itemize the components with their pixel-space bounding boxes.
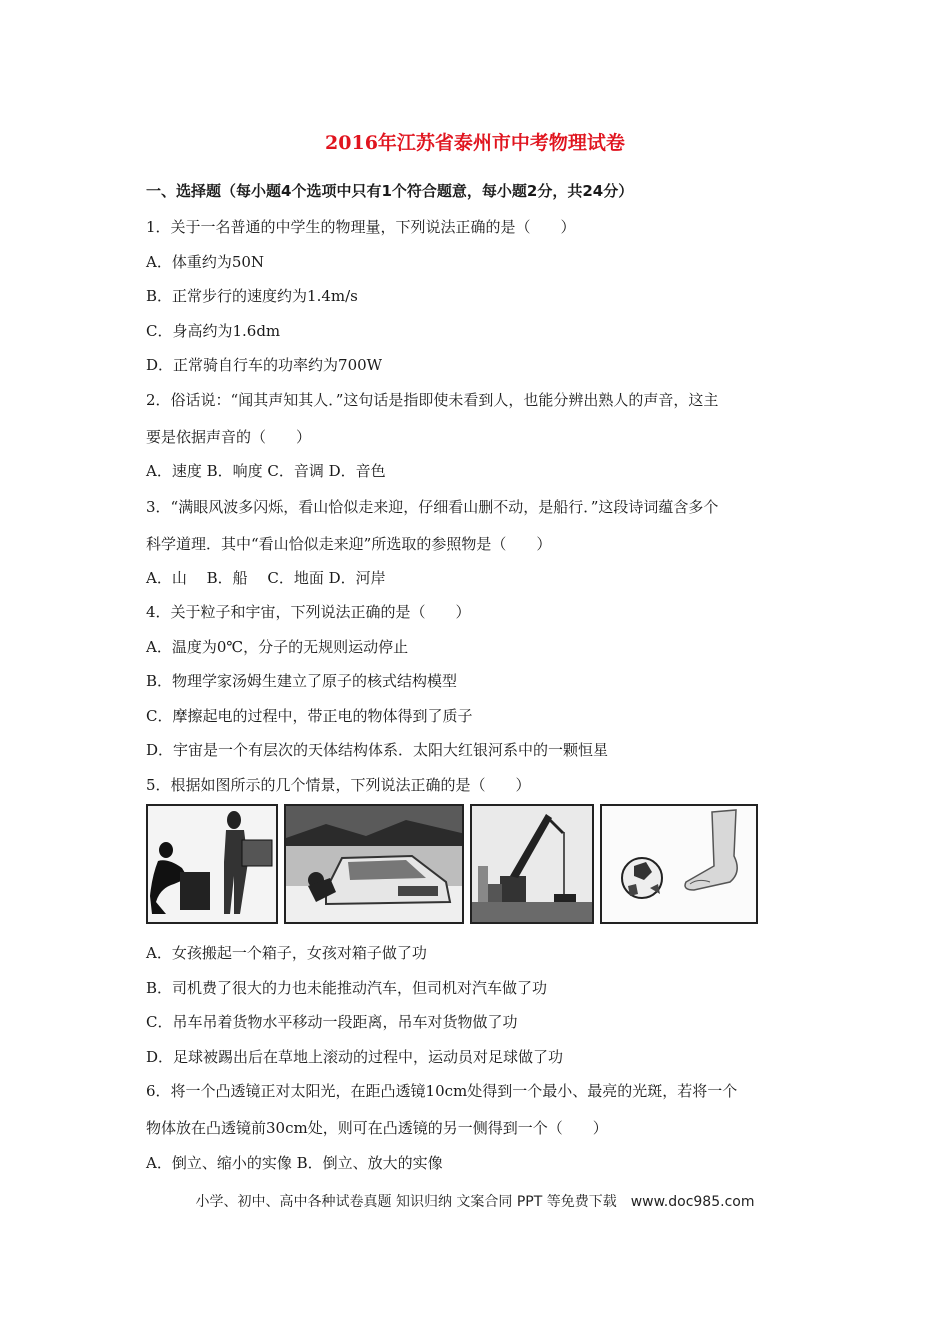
option-4c: C．摩擦起电的过程中，带正电的物体得到了质子 (146, 707, 473, 725)
option-1b: B．正常步行的速度约为1.4m/s (146, 287, 358, 305)
option-1c: C．身高约为1.6dm (146, 322, 281, 340)
option-1d: D．正常骑自行车的功率约为700W (146, 356, 383, 374)
question-2-line-2: 要是依据声音的（ ） (146, 428, 312, 446)
question-3-line-2: 科学道理．其中“看山恰似走来迎”所选取的参照物是（ ） (146, 535, 552, 553)
section-heading: 一、选择题（每小题4个选项中只有1个符合题意，每小题2分，共24分） (146, 182, 634, 200)
option-5d: D．足球被踢出后在草地上滚动的过程中，运动员对足球做了功 (146, 1048, 564, 1066)
question-3-line-1: 3．“满眼风波多闪烁，看山恰似走来迎，仔细看山删不动，是船行．”这段诗词蕴含多个 (146, 498, 719, 516)
option-4d: D．宇宙是一个有层次的天体结构体系．太阳大红银河系中的一颗恒星 (146, 741, 609, 759)
question-4: 4．关于粒子和宇宙，下列说法正确的是（ ） (146, 603, 471, 621)
crane-lifting-cargo-photo (470, 804, 594, 924)
option-4a: A．温度为0℃，分子的无规则运动停止 (146, 638, 409, 656)
question-6-line-1: 6．将一个凸透镜正对太阳光，在距凸透镜10cm处得到一个最小、最亮的光斑，若将一个 (146, 1082, 738, 1100)
foot-kicking-ball-photo (600, 804, 758, 924)
option-4b: B．物理学家汤姆生建立了原子的核式结构模型 (146, 672, 458, 690)
option-5b: B．司机费了很大的力也未能推动汽车，但司机对汽车做了功 (146, 979, 548, 997)
option-5c: C．吊车吊着货物水平移动一段距离，吊车对货物做了功 (146, 1013, 518, 1031)
question-5-figures (146, 804, 758, 928)
options-3: A．山 B．船 C．地面 D．河岸 (146, 569, 386, 587)
option-5a: A．女孩搬起一个箱子，女孩对箱子做了功 (146, 944, 427, 962)
question-2-line-1: 2．俗话说：“闻其声知其人．”这句话是指即使未看到人，也能分辨出熟人的声音，这主 (146, 391, 719, 409)
page-title: 2016年江苏省泰州市中考物理试卷 (325, 132, 625, 154)
girl-lifting-box-photo (146, 804, 278, 924)
options-2: A．速度 B．响度 C．音调 D．音色 (146, 462, 386, 480)
man-pushing-car-in-snow-photo (284, 804, 464, 924)
options-6-part-1: A．倒立、缩小的实像 B．倒立、放大的实像 (146, 1154, 443, 1172)
question-1: 1．关于一名普通的中学生的物理量，下列说法正确的是（ ） (146, 218, 576, 236)
option-1a: A．体重约为50N (146, 253, 265, 271)
question-6-line-2: 物体放在凸透镜前30cm处，则可在凸透镜的另一侧得到一个（ ） (146, 1119, 608, 1137)
page-footer: 小学、初中、高中各种试卷真题 知识归纳 文案合同 PPT 等免费下载 www.doc985.com (195, 1194, 755, 1210)
question-5: 5．根据如图所示的几个情景，下列说法正确的是（ ） (146, 776, 531, 794)
